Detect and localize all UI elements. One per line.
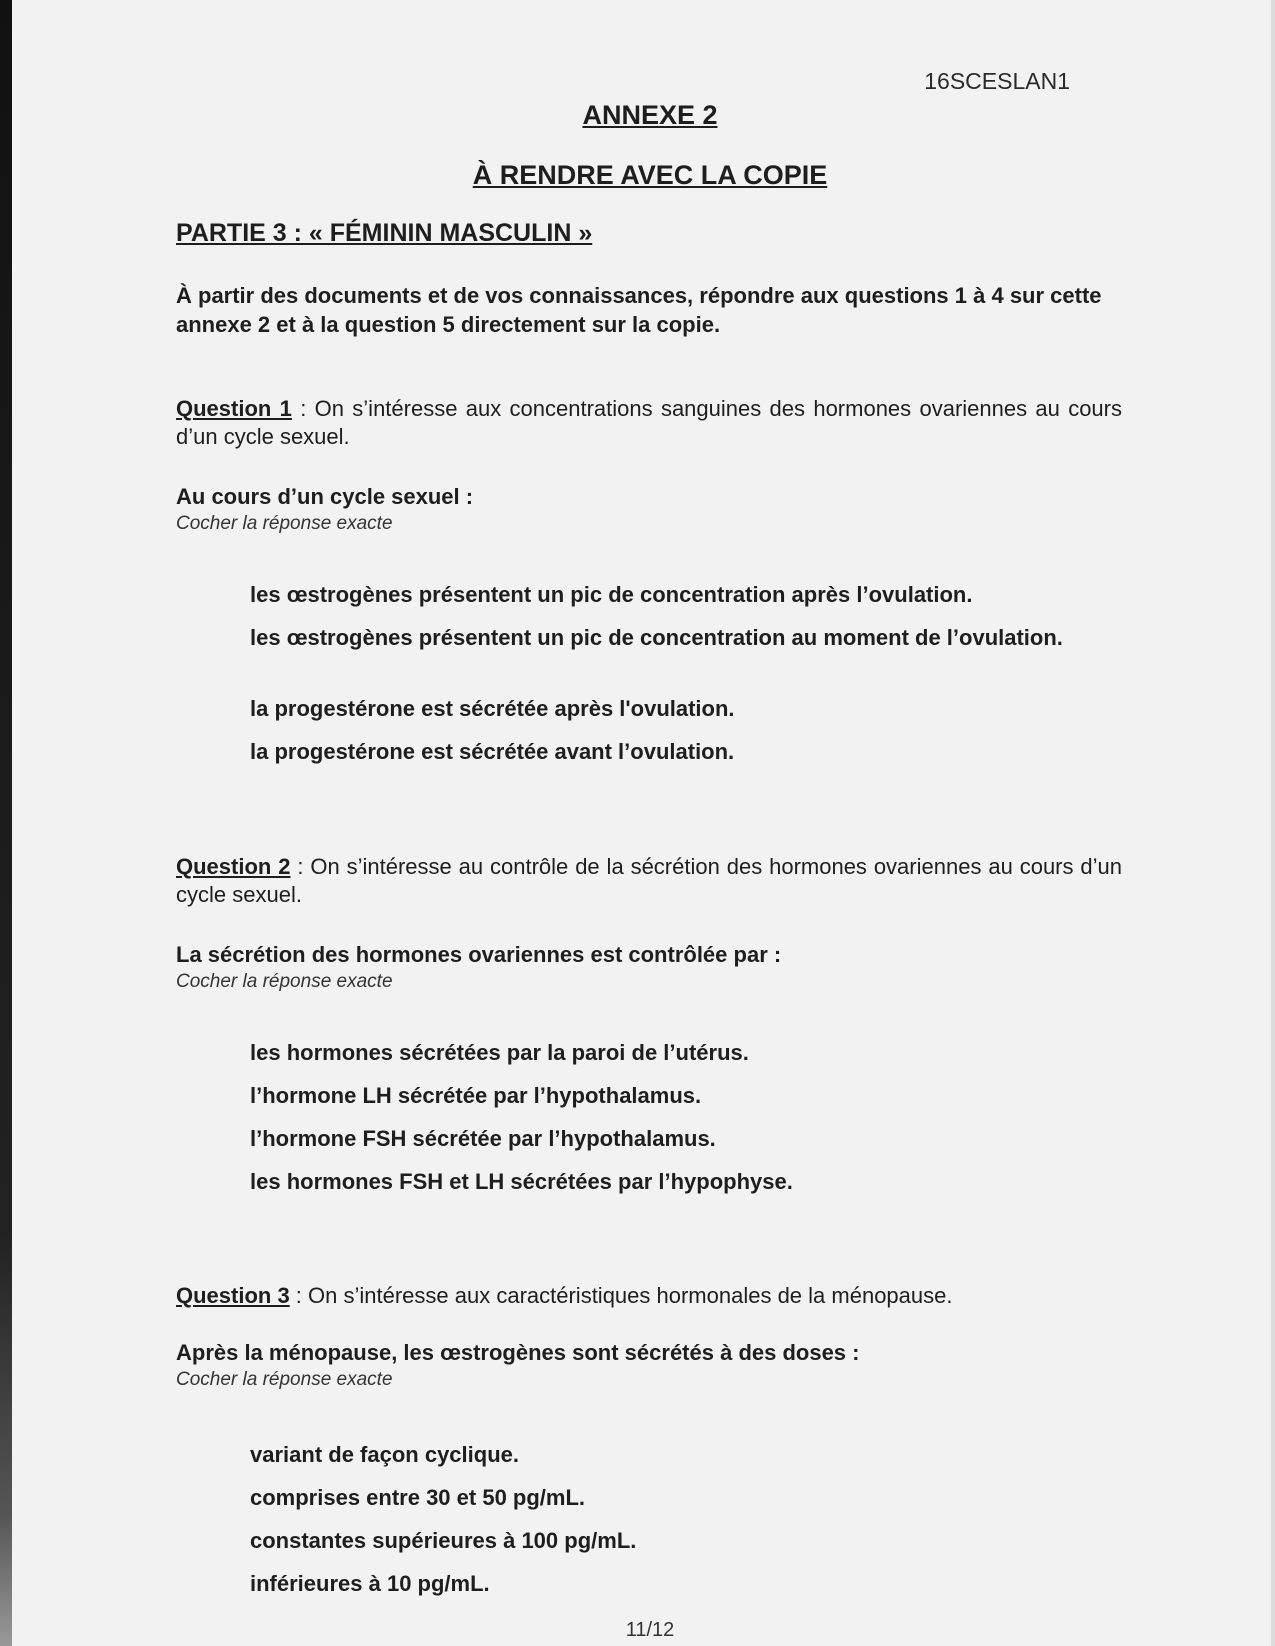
question-1-option-2[interactable]: les œstrogènes présentent un pic de concentration au moment de l’ovulation. [250,625,1063,650]
page-number: 11/12 [625,1619,675,1641]
question-2-option-2[interactable]: l’hormone LH sécrétée par l’hypothalamus. [250,1083,702,1108]
question-2-instruction: Cocher la réponse exacte [176,971,393,992]
question-1-label: Question 1 [176,396,292,421]
question-1 [176,395,1122,451]
part-heading: PARTIE 3 : « FÉMININ MASCULIN » [176,219,593,247]
question-2-text: : On s’intéresse au contrôle de la sécrétion des hormones ovariennes au cours d’un cycle sexuel. [176,854,1122,907]
question-1-option-1[interactable]: les œstrogènes présentent un pic de concentration après l’ovulation. [250,582,973,607]
exam-code: 16SCESLAN1 [924,68,1070,94]
question-1-option-4[interactable]: la progestérone est sécrétée avant l’ovulation. [250,739,735,764]
question-2-option-3[interactable]: l’hormone FSH sécrétée par l’hypothalamus. [250,1126,716,1151]
question-2 [176,853,1122,909]
question-3-option-1[interactable]: variant de façon cyclique. [250,1442,519,1467]
scan-dark-edge [0,0,12,1646]
annex-title: ANNEXE 2 [582,100,718,130]
question-2-label: Question 2 [176,854,291,879]
question-1-instruction: Cocher la réponse exacte [176,513,393,534]
question-3-option-2[interactable]: comprises entre 30 et 50 pg/mL. [250,1485,586,1510]
question-3-label: Question 3 [176,1283,290,1308]
intro-instructions: À partir des documents et de vos connaissances, répondre aux questions 1 à 4 sur cette annexe 2 et à la question 5 directement sur la copie. [176,283,1102,337]
question-3 [176,1282,1122,1310]
question-1-option-3[interactable]: la progestérone est sécrétée après l'ovulation. [250,696,735,721]
scan-right-edge [1271,0,1275,1646]
question-2-option-1[interactable]: les hormones sécrétées par la paroi de l’utérus. [250,1040,749,1065]
question-3-instruction: Cocher la réponse exacte [176,1369,393,1390]
question-2-stem: La sécrétion des hormones ovariennes est contrôlée par : [176,942,782,967]
question-2-option-4[interactable]: les hormones FSH et LH sécrétées par l’hypophyse. [250,1169,793,1194]
question-3-option-3[interactable]: constantes supérieures à 100 pg/mL. [250,1528,637,1553]
question-1-text: : On s’intéresse aux concentrations sanguines des hormones ovariennes au cours d’un cycle sexuel. [176,396,1122,449]
question-3-stem: Après la ménopause, les œstrogènes sont sécrétés à des doses : [176,1340,860,1365]
question-1-stem: Au cours d’un cycle sexuel : [176,484,474,509]
question-3-option-4[interactable]: inférieures à 10 pg/mL. [250,1571,490,1596]
annex-subtitle: À RENDRE AVEC LA COPIE [472,160,828,190]
question-3-text: : On s’intéresse aux caractéristiques hormonales de la ménopause. [289,1283,953,1308]
